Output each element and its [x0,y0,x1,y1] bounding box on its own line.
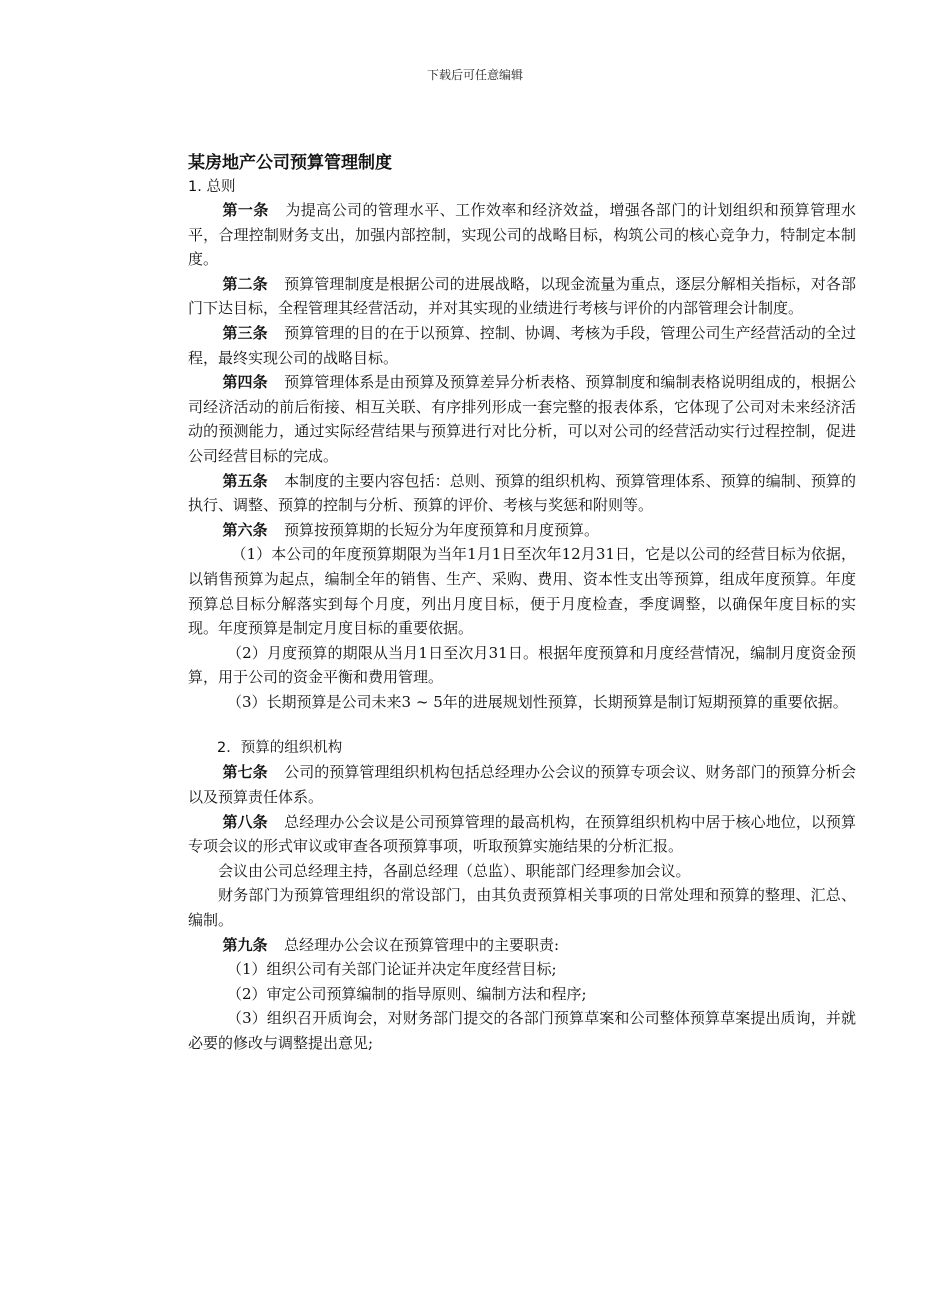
article-label: 第九条 [222,935,268,954]
article-text: 预算管理的目的在于以预算、控制、协调、考核为手段，管理公司生产经营活动的全过程，最终实现公司的战略目标。 [188,323,856,367]
article-8 [188,810,856,859]
article-text: 预算管理体系是由预算及预算差异分析表格、预算制度和编制表格说明组成的，根据公司经济活动的前后衔接、相互关联、有序排列形成一套完整的报表体系，它体现了公司对未来经济活动的预测能力，通过实际经营结果与预算进行对比分析，可以对公司的经营活动实行过程控制，促进公司经营目标的完成。 [188,373,856,465]
paragraph-finance: 财务部门为预算管理组织的常设部门，由其负责预算相关事项的日常处理和预算的整理、汇总、编制。 [188,886,856,930]
article-text: 总经理办公会议是公司预算管理的最高机构，在预算组织机构中居于核心地位，以预算专项会议的形式审议或审查各项预算事项，听取预算实施结果的分析汇报。 [188,812,856,856]
article-label: 第五条 [222,471,268,490]
article-text: 本制度的主要内容包括：总则、预算的组织机构、预算管理体系、预算的编制、预算的执行、调整、预算的控制与分析、预算的评价、考核与奖惩和附则等。 [188,471,856,515]
page-header: 下载后可任意编辑 [426,68,523,82]
article-5 [188,469,856,518]
article-text: 总经理办公会议在预算管理中的主要职责: [284,935,560,954]
article-7 [188,760,856,809]
article-text: 预算按预算期的长短分为年度预算和月度预算。 [284,520,600,539]
article-2 [188,272,856,321]
article-label: 第四条 [222,373,268,392]
article-4 [188,370,856,468]
article-9-item-3: （3）组织召开质询会，对财务部门提交的各部门预算草案和公司整体预算草案提出质询，并就必要的修改与调整提出意见; [188,1009,856,1052]
article-label: 第六条 [222,520,268,539]
article-9-item-2: （2）审定公司预算编制的指导原则、编制方法和程序; [227,984,587,1003]
article-label: 第一条 [222,201,269,219]
article-text: 为提高公司的管理水平、工作效率和经济效益，增强各部门的计划组织和预算管理水平，合理控制财务支出，加强内部控制，实现公司的战略目标，构筑公司的核心竞争力，特制定本制度。 [188,201,856,269]
article-1 [188,198,856,272]
section-heading-general: 1. 总则 [188,179,236,195]
article-label: 第三条 [222,323,268,342]
article-label: 第八条 [222,812,268,831]
document-body [188,150,856,1056]
section-heading-organization: 2．预算的组织机构 [217,740,343,757]
article-6 [188,518,856,543]
article-label: 第七条 [222,763,268,782]
document-title: 某房地产公司预算管理制度 [188,153,392,173]
article-label: 第二条 [222,274,268,293]
article-text: 公司的预算管理组织机构包括总经理办公会议的预算专项会议、财务部门的预算分析会以及预算责任体系。 [188,763,856,807]
article-6-item-1: （1）本公司的年度预算期限为当年1月1日至次年12月31日，它是以公司的经营目标为依据，以销售预算为起点，编制全年的销售、生产、采购、费用、资本性支出等预算，组成年度预算。年度预算总目标分解落实到每个月度，列出月度目标，便于月度检查，季度调整，以确保年度目标的实现。年度预算是制定月度目标的重要依据。 [188,545,856,638]
article-9 [188,933,856,958]
article-text: 预算管理制度是根据公司的进展战略，以现金流量为重点，逐层分解相关指标，对各部门下达目标，全程管理其经营活动，并对其实现的业绩进行考核与评价的内部管理会计制度。 [188,274,856,318]
article-3 [188,321,856,370]
article-6-item-3: （3）长期预算是公司未来3 ~ 5年的进展规划性预算，长期预算是制订短期预算的重要依据。 [227,692,848,711]
paragraph-meeting: 会议由公司总经理主持，各副总经理（总监）、职能部门经理参加会议。 [218,861,691,880]
article-6-item-2: （2）月度预算的期限从当月1日至次月31日。根据年度预算和月度经营情况，编制月度资金预算，用于公司的资金平衡和费用管理。 [188,643,856,687]
article-9-item-1: （1）组织公司有关部门论证并决定年度经营目标; [227,960,557,979]
